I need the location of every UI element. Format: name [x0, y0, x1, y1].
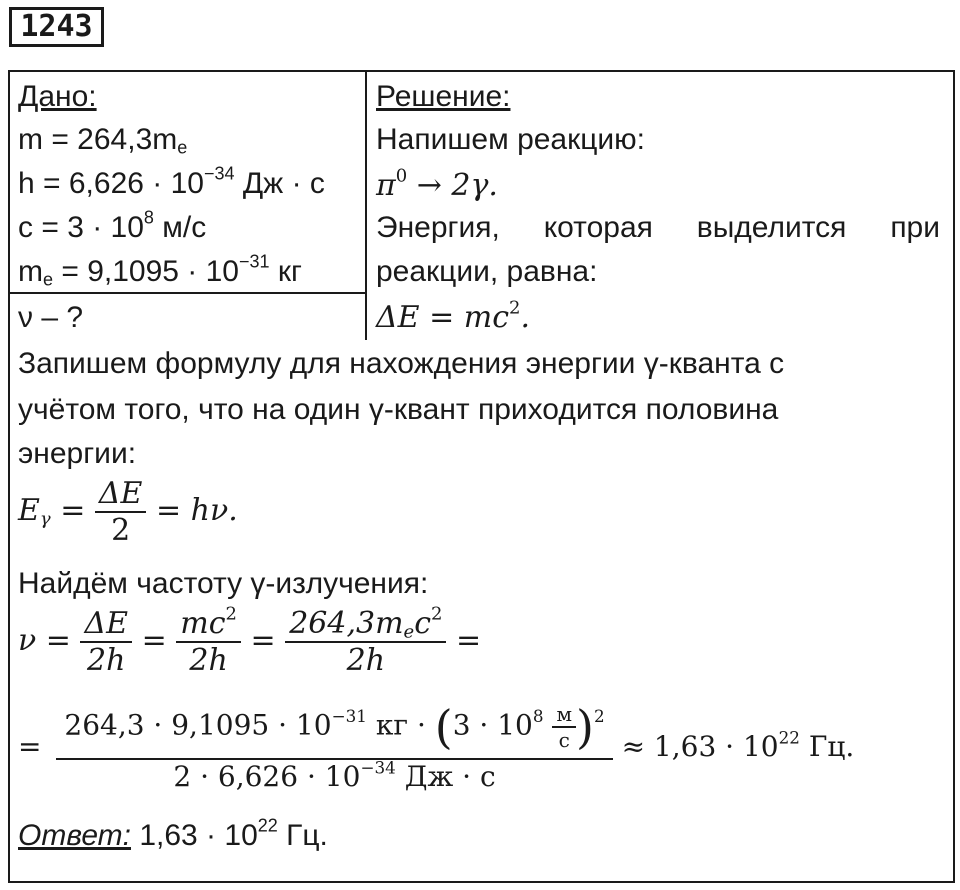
photon-energy-formula: $E_\gamma$ = $\frac{\Delta E}{2}$ = hν.: [18, 476, 238, 548]
numeric-calculation: = $264,3 \cdot 9,1095 \cdot 10^{-31}$ кг · ($3 \cdot 10^8$ $\frac{м}{с}$ )$^2$ $2 \cdot 6,626 \cdot 10^{-34}$ Дж · с ≈ $1,63 \cdot 10^{22}$ Гц.: [18, 700, 855, 793]
energy-text-line1: Энергия, которая выделится при: [376, 211, 940, 244]
problem-number: 1243: [9, 7, 104, 47]
answer: Ответ: $1,63 \cdot 10^{22}$ Гц.: [18, 815, 328, 852]
frequency-formula: ν = $\frac{\Delta E}{2h}$ = $\frac{mc^2}{2h}$ = $\frac{264,3m_ec^2}{2h}$ =: [18, 603, 482, 678]
given-find-divider: [8, 292, 367, 294]
given-heading: Дано:: [18, 80, 97, 113]
energy-text-line2: реакции, равна:: [376, 255, 598, 288]
given-planck: $h = 6,626 \cdot 10^{-34}$ Дж · с: [18, 163, 325, 200]
energy-formula: $\Delta E = mc^2$.: [376, 297, 531, 335]
given-mass: $m = 264,3m_e$: [18, 123, 188, 158]
reaction-equation: $\pi^0 \to 2\gamma$.: [376, 165, 498, 203]
find-quantity: ν – ?: [18, 301, 84, 334]
paragraph-line2: учётом того, что на один γ-квант приходится половина: [18, 393, 779, 426]
paragraph-line1: Запишем формулу для нахождения энергии γ-кванта с: [18, 347, 785, 380]
solution-heading: Решение:: [376, 80, 511, 113]
answer-label: Ответ:: [18, 819, 131, 852]
given-electron-mass: $m_e = 9,1095 \cdot 10^{-31}$ кг: [18, 251, 302, 290]
given-speed-of-light: $c = 3 \cdot 10^8$ м/с: [18, 207, 207, 244]
frequency-intro: Найдём частоту γ-излучения:: [18, 567, 429, 600]
reaction-intro: Напишем реакцию:: [376, 123, 646, 156]
paragraph-line3: энергии:: [18, 437, 137, 470]
column-divider: [365, 70, 367, 340]
